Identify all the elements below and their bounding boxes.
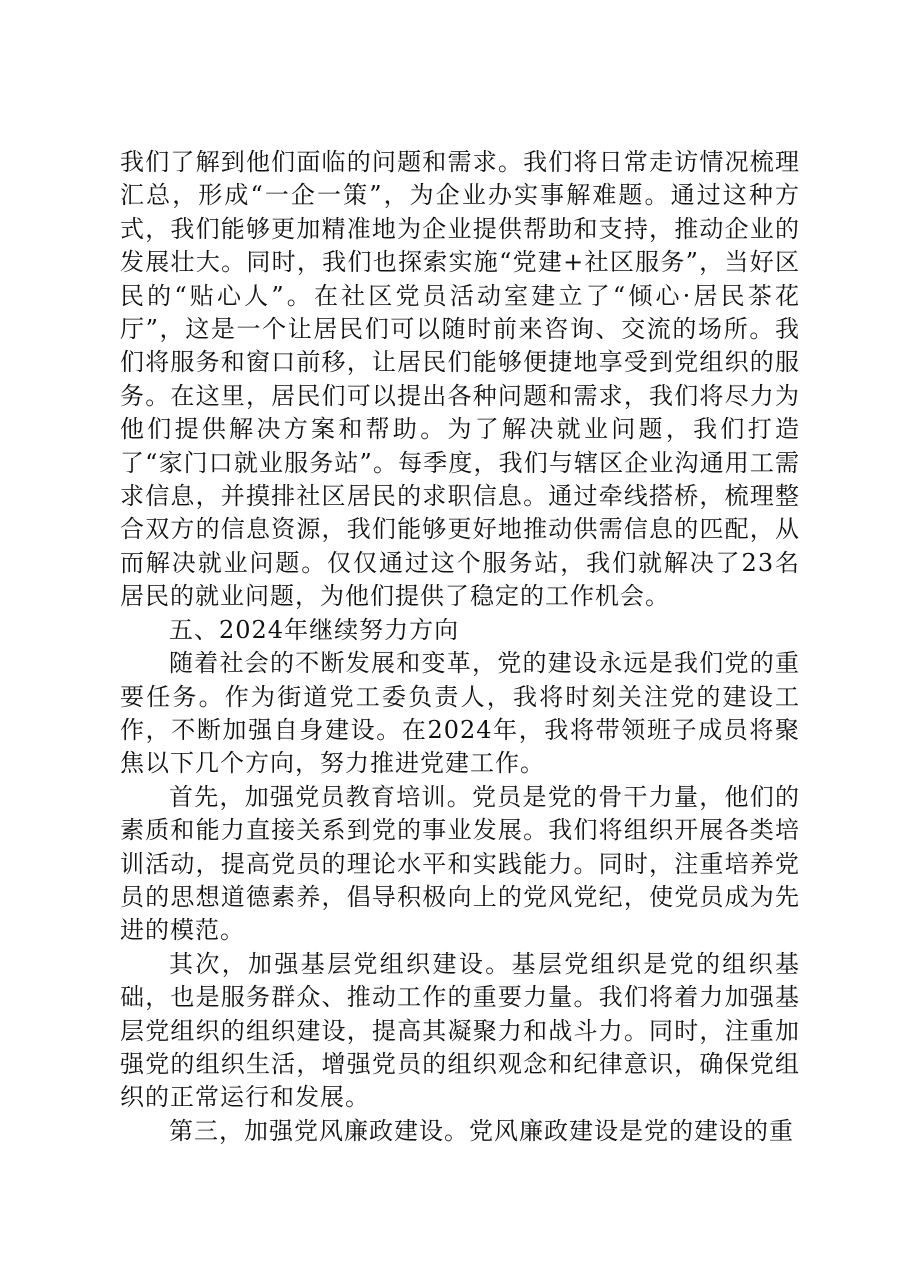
paragraph-party-building-intro: 随着社会的不断发展和变革，党的建设永远是我们党的重要任务。作为街道党工委负责人，我将时刻关注党的建设工作，不断加强自身建设。在2024年，我将带领班子成员将聚焦以下几个方向，努力推进党建工作。 bbox=[120, 649, 800, 778]
paragraph-member-training: 首先，加强党员教育培训。党员是党的骨干力量，他们的素质和能力直接关系到党的事业发展。我们将组织开展各类培训活动，提高党员的理论水平和实践能力。同时，注重培养党员的思想道德素养，倡导积极向上的党风党纪，使党员成为先进的模范。 bbox=[120, 782, 800, 945]
document-body bbox=[120, 146, 800, 1148]
section-heading-2024-direction: 五、2024年继续努力方向 bbox=[169, 615, 460, 644]
paragraph-community-service: 我们了解到他们面临的问题和需求。我们将日常走访情况梳理汇总，形成“一企一策”，为企业办实事解难题。通过这种方式，我们能够更加精准地为企业提供帮助和支持，推动企业的发展壮大。同时，我们也探索实施“党建+社区服务”，当好区民的“贴心人”。在社区党员活动室建立了“倾心·居民茶花厅”，这是一个让居民们可以随时前来咨询、交流的场所。我们将服务和窗口前移，让居民们能够便捷地享受到党组织的服务。在这里，居民们可以提出各种问题和需求，我们将尽力为他们提供解决方案和帮助。为了解决就业问题，我们打造了“家门口就业服务站”。每季度，我们与辖区企业沟通用工需求信息，并摸排社区居民的求职信息。通过牵线搭桥，梳理整合双方的信息资源，我们能够更好地推动供需信息的匹配，从而解决就业问题。仅仅通过这个服务站，我们就解决了23名居民的就业问题，为他们提供了稳定的工作机会。 bbox=[120, 148, 800, 611]
paragraph-integrity-building: 第三，加强党风廉政建设。党风廉政建设是党的建设的重 bbox=[169, 1116, 794, 1145]
paragraph-grassroots-organization: 其次，加强基层党组织建设。基层党组织是党的组织基础，也是服务群众、推动工作的重要力量。我们将着力加强基层党组织的组织建设，提高其凝聚力和战斗力。同时，注重加强党的组织生活，增强党员的组织观念和纪律意识，确保党组织的正常运行和发展。 bbox=[120, 949, 800, 1112]
